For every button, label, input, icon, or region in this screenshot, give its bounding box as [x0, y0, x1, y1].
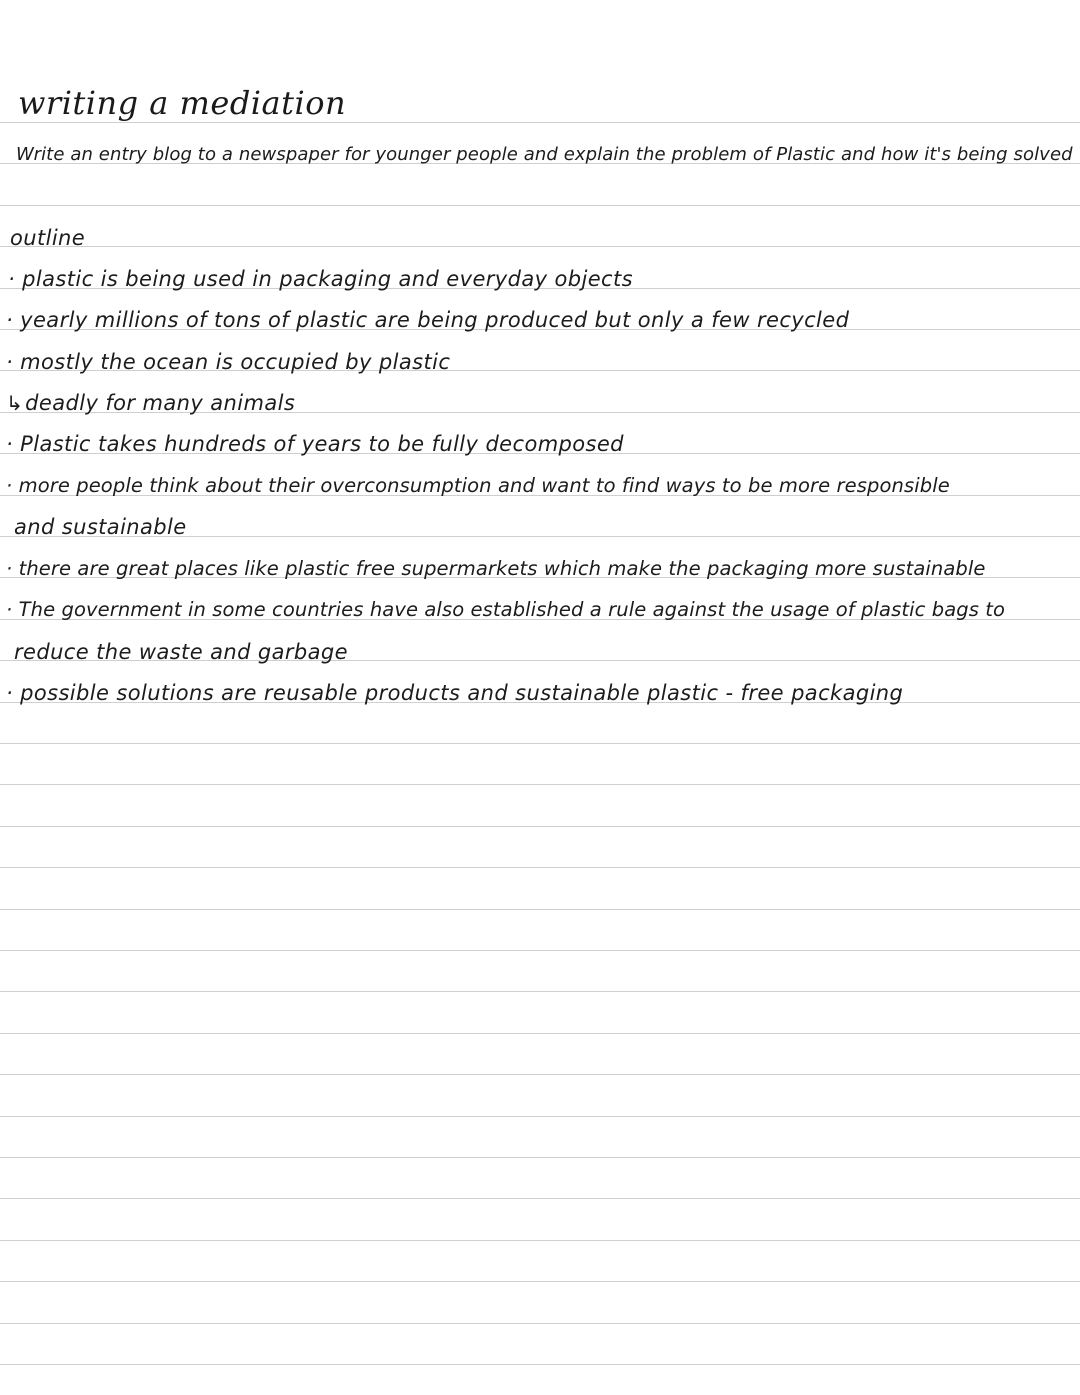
ruled-line [0, 991, 1080, 992]
outline-item: · possible solutions are reusable products and sustainable plastic - free packaging [6, 681, 904, 705]
ruled-line [0, 909, 1080, 910]
ruled-line [0, 205, 1080, 206]
ruled-line [0, 1157, 1080, 1158]
ruled-line [0, 1033, 1080, 1034]
ruled-line [0, 743, 1080, 744]
ruled-line [0, 1281, 1080, 1282]
outline-heading: outline [10, 226, 86, 250]
ruled-line [0, 1074, 1080, 1075]
outline-subitem [6, 391, 295, 415]
ruled-line [0, 1240, 1080, 1241]
ruled-line [0, 867, 1080, 868]
outline-item: · plastic is being used in packaging and everyday objects [8, 267, 633, 291]
assignment-prompt: Write an entry blog to a newspaper for younger people and explain the problem of Plastic and how it's being solved [16, 144, 1073, 165]
outline-item: · mostly the ocean is occupied by plastic [6, 350, 451, 374]
outline-item: · yearly millions of tons of plastic are being produced but only a few recycled [6, 308, 850, 332]
outline-item: · The government in some countries have also established a rule against the usage of plastic bags to [6, 598, 1006, 621]
outline-item-continuation: and sustainable [14, 515, 187, 539]
ruled-line [0, 1116, 1080, 1117]
outline-item: · there are great places like plastic free supermarkets which make the packaging more sustainable [6, 557, 986, 580]
ruled-line [0, 950, 1080, 951]
arrow-icon: ↳ [6, 391, 24, 415]
outline-item: · Plastic takes hundreds of years to be fully decomposed [6, 432, 624, 456]
ruled-line [0, 1198, 1080, 1199]
outline-item-continuation: reduce the waste and garbage [14, 640, 348, 664]
ruled-line [0, 1323, 1080, 1324]
outline-item: · more people think about their overconsumption and want to find ways to be more responsible [6, 474, 950, 497]
ruled-line [0, 122, 1080, 123]
page-title: writing a mediation [18, 84, 347, 122]
outline-subitem-text: deadly for many animals [25, 391, 296, 415]
ruled-line [0, 826, 1080, 827]
ruled-line [0, 784, 1080, 785]
ruled-line [0, 1364, 1080, 1365]
ruled-line [0, 246, 1080, 247]
